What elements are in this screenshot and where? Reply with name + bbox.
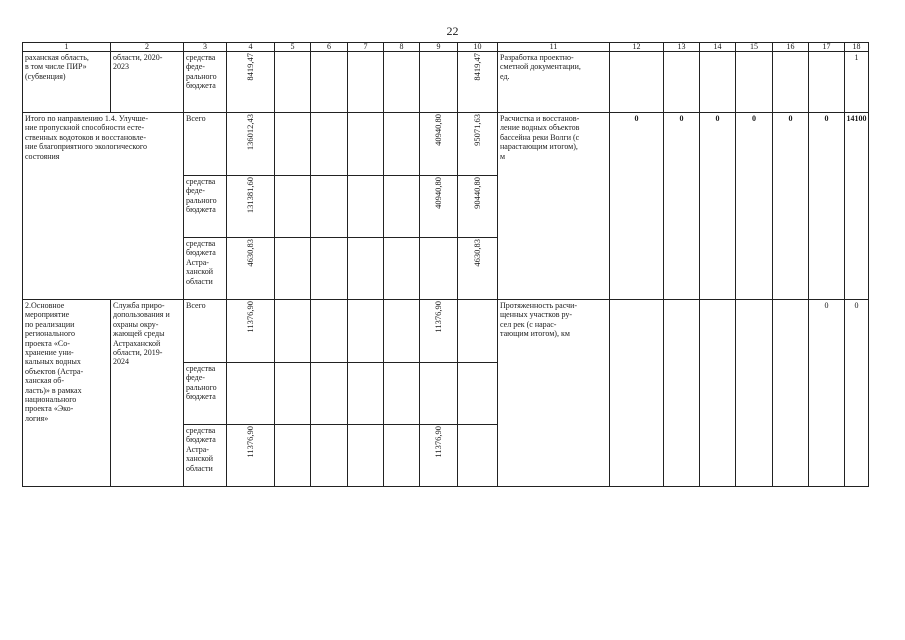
empty-cell xyxy=(384,300,420,363)
indicator-value-cell: 14100 xyxy=(845,113,869,300)
event-name-cell: раханская область, в том числе ПИР» (субвенция) xyxy=(23,52,111,113)
indicator-value-cell: 0 xyxy=(664,113,700,300)
empty-cell xyxy=(384,176,420,238)
empty-cell xyxy=(275,113,311,176)
amount-cell xyxy=(227,176,275,238)
empty-cell xyxy=(736,52,773,113)
header-cell: 16 xyxy=(773,43,809,52)
amount-value: 4630,83 xyxy=(471,239,482,267)
amount-value: 8419,47 xyxy=(244,53,255,81)
amount-value: 136012,43 xyxy=(244,114,255,151)
header-cell: 4 xyxy=(227,43,275,52)
header-cell: 11 xyxy=(498,43,610,52)
empty-cell xyxy=(384,52,420,113)
empty-cell xyxy=(610,52,664,113)
amount-cell xyxy=(420,425,458,487)
empty-cell xyxy=(664,52,700,113)
indicator-value-cell: 0 xyxy=(700,113,736,300)
empty-cell xyxy=(384,425,420,487)
header-row xyxy=(23,43,869,52)
header-cell: 12 xyxy=(610,43,664,52)
indicator-value-cell: 0 xyxy=(773,113,809,300)
empty-cell xyxy=(384,238,420,300)
empty-cell xyxy=(736,300,773,487)
indicator-cell: Протяженность расчи- щенных участков ру- сел рек (с нарас- тающим итогом), км xyxy=(498,300,610,487)
empty-cell xyxy=(420,52,458,113)
indicator-cell: Расчистка и восстанов- ление водных объектов бассейна реки Волги (с нарастающим итогом), м xyxy=(498,113,610,300)
amount-cell xyxy=(227,300,275,363)
empty-cell xyxy=(227,363,275,425)
executor-cell: области, 2020- 2023 xyxy=(111,52,184,113)
empty-cell xyxy=(773,52,809,113)
executor-cell: Служба приро- допользования и охраны окру- жающей среды Астраханской области, 2019- 2024 xyxy=(111,300,184,487)
header-cell: 8 xyxy=(384,43,420,52)
funding-source-cell: средства бюджета Астра- ханской области xyxy=(184,425,227,487)
empty-cell xyxy=(311,363,348,425)
empty-cell xyxy=(275,425,311,487)
indicator-value-cell: 0 xyxy=(736,113,773,300)
empty-cell xyxy=(348,113,384,176)
amount-cell xyxy=(458,113,498,176)
indicator-value-cell: 0 xyxy=(809,113,845,300)
amount-value: 11376,90 xyxy=(432,301,443,333)
empty-cell xyxy=(348,238,384,300)
empty-cell xyxy=(311,52,348,113)
table-row xyxy=(23,300,869,363)
amount-value: 4630,83 xyxy=(244,239,255,267)
empty-cell xyxy=(773,300,809,487)
funding-source-cell: Всего xyxy=(184,113,227,176)
header-cell: 6 xyxy=(311,43,348,52)
amount-cell xyxy=(420,300,458,363)
empty-cell xyxy=(275,52,311,113)
funding-source-cell: средства феде- рального бюджета xyxy=(184,52,227,113)
amount-value: 11376,90 xyxy=(432,426,443,458)
amount-cell xyxy=(458,176,498,238)
amount-cell xyxy=(227,113,275,176)
header-cell: 5 xyxy=(275,43,311,52)
empty-cell xyxy=(311,176,348,238)
header-cell: 7 xyxy=(348,43,384,52)
header-cell: 13 xyxy=(664,43,700,52)
total-name-cell: Итого по направлению 1.4. Улучше- ние пропускной способности есте- ственных водотоков и восстановле- ние благоприятного экологического состояния xyxy=(23,113,184,300)
header-cell: 2 xyxy=(111,43,184,52)
empty-cell xyxy=(311,238,348,300)
empty-cell xyxy=(610,300,664,487)
empty-cell xyxy=(348,52,384,113)
funding-source-cell: средства феде- рального бюджета xyxy=(184,363,227,425)
empty-cell xyxy=(420,363,458,425)
amount-cell xyxy=(227,52,275,113)
header-cell: 17 xyxy=(809,43,845,52)
funding-source-cell: средства бюджета Астра- ханской области xyxy=(184,238,227,300)
amount-value: 8419,47 xyxy=(471,53,482,81)
empty-cell xyxy=(348,425,384,487)
empty-cell xyxy=(700,52,736,113)
empty-cell xyxy=(348,363,384,425)
amount-value: 11376,90 xyxy=(244,301,255,333)
empty-cell xyxy=(664,300,700,487)
header-cell: 1 xyxy=(23,43,111,52)
indicator-value-cell: 0 xyxy=(809,300,845,487)
empty-cell xyxy=(311,425,348,487)
amount-value: 40940,80 xyxy=(432,177,443,209)
header-cell: 9 xyxy=(420,43,458,52)
header-cell: 15 xyxy=(736,43,773,52)
empty-cell xyxy=(348,300,384,363)
indicator-cell: Разработка проектно- сметной документации, ед. xyxy=(498,52,610,113)
indicator-value-cell: 0 xyxy=(845,300,869,487)
header-cell: 3 xyxy=(184,43,227,52)
empty-cell xyxy=(384,363,420,425)
indicator-value-cell: 1 xyxy=(845,52,869,113)
event-name-cell: 2.Основное мероприятие по реализации регионального проекта «Со- хранение уни- кальных водных объектов (Астра- ханская об- ласть)» в рамках национального проекта «Эко- логия» xyxy=(23,300,111,487)
header-cell: 18 xyxy=(845,43,869,52)
header-cell: 14 xyxy=(700,43,736,52)
empty-cell xyxy=(311,113,348,176)
funding-source-cell: средства феде- рального бюджета xyxy=(184,176,227,238)
amount-value: 40940,80 xyxy=(432,114,443,146)
empty-cell xyxy=(384,113,420,176)
amount-value: 90440,80 xyxy=(471,177,482,209)
empty-cell xyxy=(420,238,458,300)
amount-cell xyxy=(227,425,275,487)
page-number: 22 xyxy=(446,24,459,38)
empty-cell xyxy=(348,176,384,238)
program-table xyxy=(22,42,869,487)
amount-cell xyxy=(458,52,498,113)
amount-cell xyxy=(227,238,275,300)
empty-cell xyxy=(700,300,736,487)
amount-cell xyxy=(458,238,498,300)
empty-cell xyxy=(809,52,845,113)
table-row xyxy=(23,113,869,176)
empty-cell xyxy=(311,300,348,363)
amount-cell xyxy=(420,113,458,176)
empty-cell xyxy=(458,425,498,487)
empty-cell xyxy=(275,300,311,363)
table-row xyxy=(23,52,869,113)
indicator-value-cell: 0 xyxy=(610,113,664,300)
amount-cell xyxy=(420,176,458,238)
amount-value: 95071,63 xyxy=(471,114,482,146)
funding-source-cell: Всего xyxy=(184,300,227,363)
header-cell: 10 xyxy=(458,43,498,52)
empty-cell xyxy=(275,176,311,238)
empty-cell xyxy=(458,363,498,425)
empty-cell xyxy=(458,300,498,363)
amount-value: 11376,90 xyxy=(244,426,255,458)
amount-value: 131381,60 xyxy=(244,177,255,214)
empty-cell xyxy=(275,363,311,425)
empty-cell xyxy=(275,238,311,300)
